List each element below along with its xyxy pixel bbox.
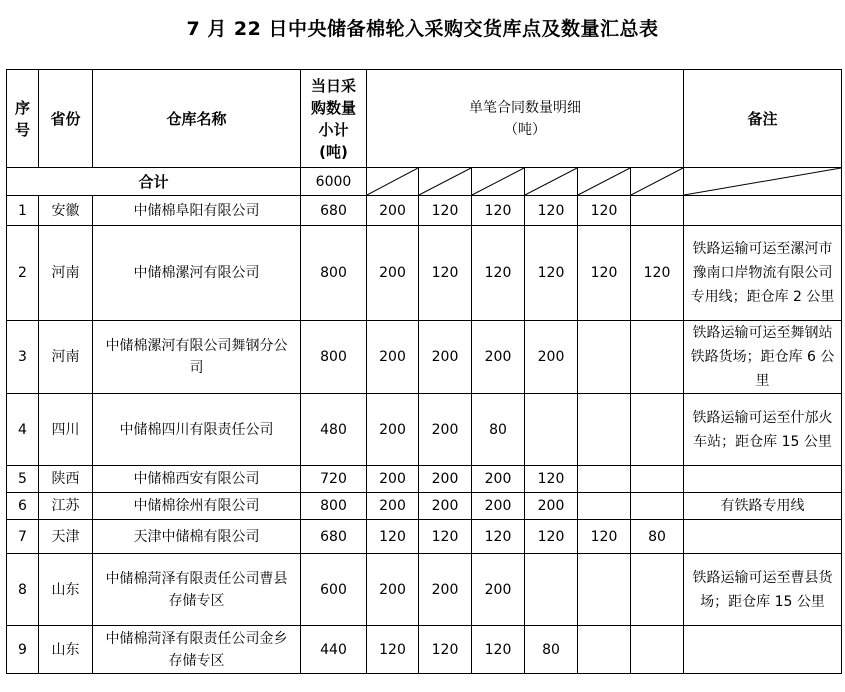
table-row (7, 493, 842, 520)
row-detail (578, 626, 631, 674)
row-seq: 4 (7, 394, 39, 466)
row-seq: 6 (7, 493, 39, 520)
row-detail: 200 (367, 554, 419, 626)
row-detail: 200 (472, 466, 525, 493)
row-detail (631, 626, 684, 674)
row-warehouse: 天津中储棉有限公司 (93, 520, 301, 554)
row-detail: 200 (367, 196, 419, 226)
row-qty: 440 (301, 626, 367, 674)
row-remark (684, 196, 842, 226)
row-remark: 铁路运输可运至漯河市豫南口岸物流有限公司专用线；距仓库 2 公里 (684, 226, 842, 321)
row-remark: 铁路运输可运至舞钢站铁路货场；距仓库 6 公里 (684, 321, 842, 394)
header-daily-qty: 当日采购数量小计(吨) (301, 70, 367, 168)
row-province: 四川 (39, 394, 93, 466)
row-seq: 3 (7, 321, 39, 394)
row-province: 山东 (39, 626, 93, 674)
row-remark (684, 626, 842, 674)
row-warehouse: 中储棉四川有限责任公司 (93, 394, 301, 466)
row-detail: 120 (419, 196, 472, 226)
header-warehouse: 仓库名称 (93, 70, 301, 168)
row-province: 河南 (39, 226, 93, 321)
row-warehouse: 中储棉菏泽有限责任公司金乡存储专区 (93, 626, 301, 674)
row-remark: 铁路运输可运至曹县货场；距仓库 15 公里 (684, 554, 842, 626)
row-detail: 200 (367, 321, 419, 394)
row-seq: 7 (7, 520, 39, 554)
row-qty: 800 (301, 321, 367, 394)
row-detail: 120 (472, 196, 525, 226)
row-detail (631, 554, 684, 626)
row-detail: 120 (472, 626, 525, 674)
row-detail: 120 (525, 466, 578, 493)
row-warehouse: 中储棉西安有限公司 (93, 466, 301, 493)
row-detail: 120 (367, 520, 419, 554)
table-row (7, 321, 842, 394)
table-row (7, 196, 842, 226)
table-row (7, 466, 842, 493)
row-detail: 200 (419, 321, 472, 394)
row-qty: 680 (301, 520, 367, 554)
page-title: 7 月 22 日中央储备棉轮入采购交货库点及数量汇总表 (186, 18, 659, 40)
row-seq: 8 (7, 554, 39, 626)
row-warehouse: 中储棉阜阳有限公司 (93, 196, 301, 226)
total-detail-1-diagonal (367, 168, 419, 196)
row-province: 陕西 (39, 466, 93, 493)
row-detail: 200 (367, 226, 419, 321)
header-detail-unit: （吨） (504, 121, 546, 138)
row-detail: 120 (578, 196, 631, 226)
row-province: 山东 (39, 554, 93, 626)
table-row (7, 626, 842, 674)
row-detail: 80 (631, 520, 684, 554)
table-row (7, 554, 842, 626)
header-detail (367, 70, 684, 168)
total-detail-3-diagonal (472, 168, 525, 196)
row-remark (684, 520, 842, 554)
row-seq: 1 (7, 196, 39, 226)
row-detail (578, 466, 631, 493)
total-label: 合计 (7, 168, 301, 196)
row-detail: 200 (525, 493, 578, 520)
row-detail (578, 321, 631, 394)
total-detail-6-diagonal (631, 168, 684, 196)
table-row (7, 226, 842, 321)
total-detail-5-diagonal (578, 168, 631, 196)
row-detail: 200 (367, 466, 419, 493)
row-qty: 680 (301, 196, 367, 226)
row-detail (525, 554, 578, 626)
total-qty: 6000 (301, 168, 367, 196)
row-province: 江苏 (39, 493, 93, 520)
summary-table (6, 69, 842, 674)
table-row (7, 394, 842, 466)
row-warehouse: 中储棉菏泽有限责任公司曹县存储专区 (93, 554, 301, 626)
row-detail: 200 (367, 394, 419, 466)
row-detail: 200 (367, 493, 419, 520)
row-detail: 120 (472, 520, 525, 554)
row-detail (631, 493, 684, 520)
row-detail: 120 (525, 196, 578, 226)
row-seq: 2 (7, 226, 39, 321)
row-detail (578, 493, 631, 520)
row-detail: 120 (578, 520, 631, 554)
row-detail: 200 (419, 554, 472, 626)
row-qty: 800 (301, 226, 367, 321)
row-detail: 80 (472, 394, 525, 466)
row-detail: 120 (419, 226, 472, 321)
row-detail: 120 (631, 226, 684, 321)
row-detail: 200 (419, 493, 472, 520)
header-seq: 序号 (7, 70, 39, 168)
row-qty: 480 (301, 394, 367, 466)
header-row (7, 70, 842, 168)
row-detail (631, 466, 684, 493)
row-detail (631, 196, 684, 226)
row-detail (578, 554, 631, 626)
row-detail (631, 321, 684, 394)
row-warehouse: 中储棉徐州有限公司 (93, 493, 301, 520)
header-remark: 备注 (684, 70, 842, 168)
row-detail: 200 (472, 493, 525, 520)
row-province: 天津 (39, 520, 93, 554)
row-province: 河南 (39, 321, 93, 394)
row-province: 安徽 (39, 196, 93, 226)
total-remark-diagonal (684, 168, 842, 196)
row-detail: 200 (525, 321, 578, 394)
row-detail: 120 (525, 226, 578, 321)
row-seq: 9 (7, 626, 39, 674)
row-detail: 200 (419, 394, 472, 466)
row-qty: 720 (301, 466, 367, 493)
row-detail: 120 (419, 626, 472, 674)
row-remark: 铁路运输可运至什邡火车站；距仓库 15 公里 (684, 394, 842, 466)
row-detail: 120 (472, 226, 525, 321)
row-detail (631, 394, 684, 466)
row-qty: 600 (301, 554, 367, 626)
row-detail: 120 (367, 626, 419, 674)
row-detail: 200 (419, 466, 472, 493)
header-detail-label: 单笔合同数量明细 (469, 99, 581, 116)
row-detail: 200 (472, 321, 525, 394)
total-detail-4-diagonal (525, 168, 578, 196)
total-detail-2-diagonal (419, 168, 472, 196)
row-remark (684, 466, 842, 493)
row-detail: 200 (472, 554, 525, 626)
row-detail: 80 (525, 626, 578, 674)
row-detail: 120 (525, 520, 578, 554)
row-warehouse: 中储棉漯河有限公司 (93, 226, 301, 321)
header-province: 省份 (39, 70, 93, 168)
row-detail: 120 (419, 520, 472, 554)
row-detail (578, 394, 631, 466)
row-seq: 5 (7, 466, 39, 493)
table-row (7, 520, 842, 554)
row-qty: 800 (301, 493, 367, 520)
row-warehouse: 中储棉漯河有限公司舞钢分公司 (93, 321, 301, 394)
row-detail (525, 394, 578, 466)
total-row (7, 168, 842, 196)
row-detail: 120 (578, 226, 631, 321)
row-remark: 有铁路专用线 (684, 493, 842, 520)
